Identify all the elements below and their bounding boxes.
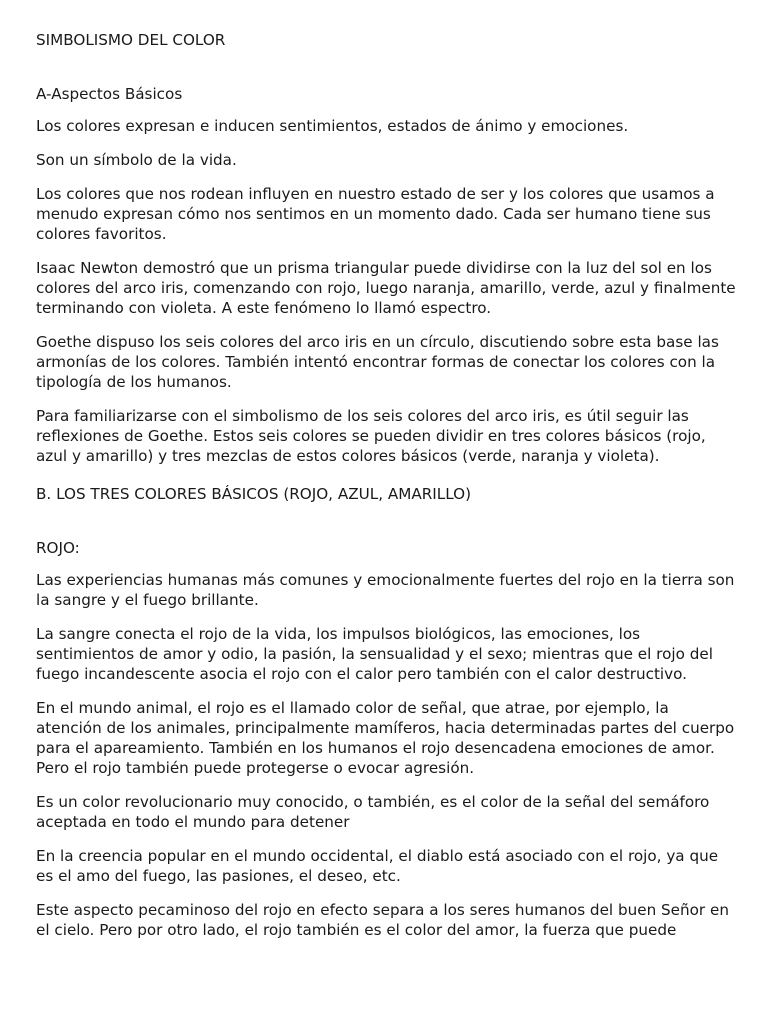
paragraph: En la creencia popular en el mundo occidental, el diablo está asociado con el rojo, ya que es el amo del fuego, las pasiones, el deseo, etc. — [36, 847, 719, 885]
paragraph: Los colores expresan e inducen sentimientos, estados de ánimo y emociones. — [36, 117, 629, 135]
section-a-heading: A-Aspectos Básicos — [36, 85, 183, 103]
paragraph: Isaac Newton demostró que un prisma triangular puede dividirse con la luz del sol en los colores del arco iris, comenzando con rojo, luego naranja, amarillo, verde, azul y finalmente terminando con violeta. A este fenómeno lo llamó espectro. — [36, 259, 736, 317]
paragraph: Para familiarizarse con el simbolismo de los seis colores del arco iris, es útil seguir las reflexiones de Goethe. Estos seis colores se pueden dividir en tres colores básicos (rojo, azul y amarillo) y tres mezclas de estos colores básicos (verde, naranja y violeta). — [36, 407, 706, 465]
paragraph: En el mundo animal, el rojo es el llamado color de señal, que atrae, por ejemplo, la atención de los animales, principalmente mamíferos, hacia determinadas partes del cuerpo para el apareamiento. También en los humanos el rojo desencadena emociones de amor. Pero el rojo también puede protegerse o evocar agresión. — [36, 699, 735, 777]
section-b-heading: B. LOS TRES COLORES BÁSICOS (ROJO, AZUL, AMARILLO) — [36, 485, 472, 503]
rojo-subheading: ROJO: — [36, 539, 80, 557]
paragraph: La sangre conecta el rojo de la vida, los impulsos biológicos, las emociones, los sentimientos de amor y odio, la pasión, la sensualidad y el sexo; mientras que el rojo del fuego incandescente asocia el rojo con el calor pero también con el calor destructivo. — [36, 625, 713, 683]
paragraph: Es un color revolucionario muy conocido, o también, es el color de la señal del semáforo aceptada en todo el mundo para detener — [36, 793, 710, 831]
document-title: SIMBOLISMO DEL COLOR — [36, 31, 226, 49]
paragraph: Son un símbolo de la vida. — [36, 151, 237, 169]
paragraph: Goethe dispuso los seis colores del arco iris en un círculo, discutiendo sobre esta base las armonías de los colores. También intentó encontrar formas de conectar los colores con la tipología de los humanos. — [36, 333, 719, 391]
paragraph: Las experiencias humanas más comunes y emocionalmente fuertes del rojo en la tierra son la sangre y el fuego brillante. — [36, 571, 735, 609]
paragraph: Este aspecto pecaminoso del rojo en efecto separa a los seres humanos del buen Señor en el cielo. Pero por otro lado, el rojo también es el color del amor, la fuerza que puede — [36, 901, 729, 939]
paragraph: Los colores que nos rodean influyen en nuestro estado de ser y los colores que usamos a menudo expresan cómo nos sentimos en un momento dado. Cada ser humano tiene sus colores favoritos. — [36, 185, 715, 243]
document-page — [36, 30, 736, 954]
